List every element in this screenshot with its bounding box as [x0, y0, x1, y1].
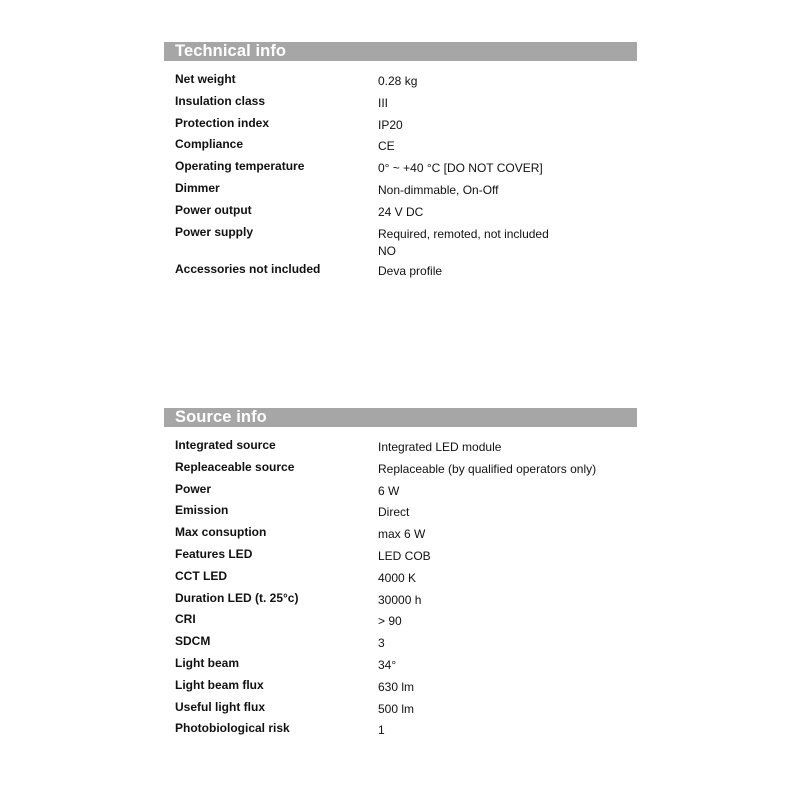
- row-value: Required, remoted, not included NO: [378, 226, 549, 258]
- row-value: 0.28 kg: [378, 74, 418, 88]
- row-value: 3: [378, 636, 385, 651]
- row-value: 1: [378, 723, 385, 738]
- table-row: [164, 546, 637, 568]
- row-label: Duration LED (t. 25°c): [175, 590, 299, 605]
- table-row: [164, 136, 637, 158]
- table-row: [164, 699, 637, 721]
- row-label: Max consuption: [175, 525, 267, 540]
- row-label: Power: [175, 481, 212, 496]
- table-row: [164, 180, 637, 202]
- row-label: Insulation class: [175, 93, 266, 108]
- row-value: Replaceable (by qualified operators only): [378, 461, 597, 476]
- source-info-header: Source info: [164, 408, 637, 427]
- row-label: Net weight: [175, 72, 236, 86]
- technical-info-table: [164, 71, 637, 282]
- row-value: Non-dimmable, On-Off: [378, 182, 499, 197]
- row-label: Photobiological risk: [175, 721, 290, 736]
- table-row: [164, 71, 637, 93]
- row-label: Power output: [175, 202, 252, 217]
- table-row: [164, 655, 637, 677]
- row-value: 34°: [378, 657, 397, 672]
- table-row: [164, 677, 637, 699]
- table-row: [164, 202, 637, 224]
- row-label: Light beam flux: [175, 677, 264, 692]
- row-label: Light beam: [175, 655, 240, 670]
- row-label: Protection index: [175, 115, 270, 130]
- row-value: Integrated LED module: [378, 440, 502, 454]
- row-value: 500 lm: [378, 701, 415, 716]
- table-row: [164, 115, 637, 137]
- row-value: Direct: [378, 505, 410, 520]
- source-info-section: [164, 408, 637, 742]
- row-label: Repleaceable source: [175, 459, 295, 474]
- table-row: [164, 459, 637, 481]
- table-row: [164, 568, 637, 590]
- table-row: [164, 93, 637, 115]
- table-row: [164, 502, 637, 524]
- row-value: 4000 K: [378, 570, 417, 585]
- table-row: [164, 720, 637, 742]
- row-value: LED COB: [378, 548, 431, 563]
- row-value: Deva profile: [378, 263, 443, 278]
- row-value: III: [378, 95, 389, 110]
- row-value: 0° ~ +40 °C [DO NOT COVER]: [378, 161, 543, 176]
- row-label: Operating temperature: [175, 159, 305, 174]
- row-value: > 90: [378, 614, 402, 629]
- table-row: [164, 611, 637, 633]
- row-label: Power supply: [175, 224, 254, 239]
- table-row: [164, 261, 637, 283]
- row-label: Dimmer: [175, 180, 220, 195]
- row-value: max 6 W: [378, 527, 426, 542]
- table-row: [164, 633, 637, 655]
- row-label: SDCM: [175, 634, 211, 649]
- row-value: 30000 h: [378, 592, 422, 607]
- row-value: CE: [378, 139, 395, 154]
- row-label: CCT LED: [175, 568, 227, 583]
- table-row: [164, 158, 637, 180]
- row-value: IP20: [378, 117, 403, 132]
- technical-info-header: Technical info: [164, 42, 637, 61]
- technical-info-section: [164, 42, 637, 282]
- row-value: 6 W: [378, 483, 400, 498]
- source-info-table: [164, 437, 637, 742]
- table-row: [164, 481, 637, 503]
- row-label: Useful light flux: [175, 699, 265, 714]
- row-value: 24 V DC: [378, 204, 424, 219]
- table-row: [164, 590, 637, 612]
- table-row: [164, 224, 637, 261]
- table-row: [164, 437, 637, 459]
- row-label: Emission: [175, 503, 229, 518]
- row-value: 630 lm: [378, 679, 415, 694]
- row-label: CRI: [175, 612, 196, 627]
- row-label: Compliance: [175, 137, 244, 152]
- row-label: Integrated source: [175, 438, 276, 452]
- row-label: Accessories not included: [175, 261, 321, 276]
- row-label: Features LED: [175, 546, 253, 561]
- table-row: [164, 524, 637, 546]
